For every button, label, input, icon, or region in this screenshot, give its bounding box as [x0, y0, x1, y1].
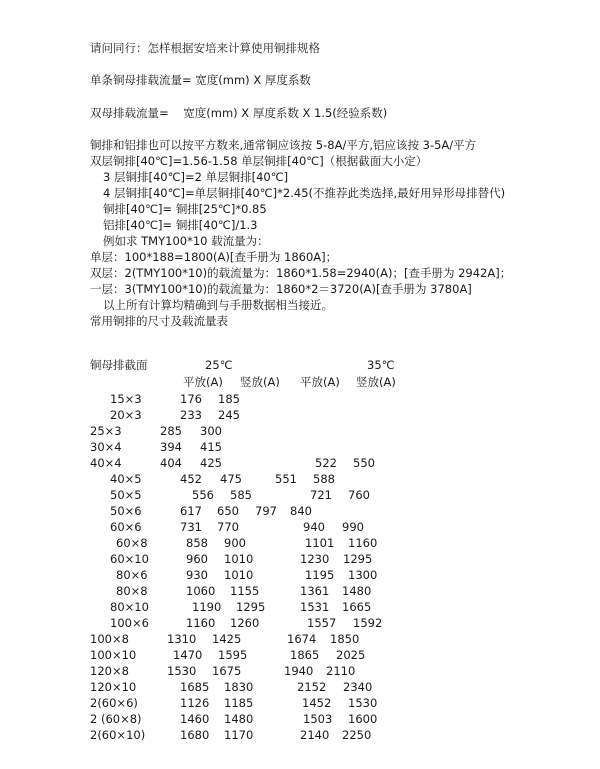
table-cell-value: 1425 — [212, 632, 242, 646]
table-cell-value: 1600 — [348, 712, 378, 726]
table-cell-value: 1674 — [287, 632, 317, 646]
table-cell-value: 1260 — [230, 616, 260, 630]
table-cell-value: 1295 — [343, 552, 373, 566]
table-cell-value: 760 — [348, 488, 370, 502]
table-cell-value: 1295 — [236, 600, 266, 614]
table-cell-value: 1010 — [224, 552, 254, 566]
table-cell-value: 425 — [200, 456, 222, 470]
table-cell-value: 940 — [303, 520, 325, 534]
table-header-vertical-35: 竖放(A) — [356, 375, 396, 389]
table-cell-size: 2(60×6) — [90, 696, 138, 710]
table-cell-size: 50×5 — [110, 488, 142, 502]
table-cell-value: 550 — [353, 456, 375, 470]
table-cell-value: 1592 — [353, 616, 383, 630]
table-cell-value: 1850 — [330, 632, 360, 646]
table-cell-value: 2250 — [342, 728, 372, 742]
table-cell-value: 1126 — [180, 696, 210, 710]
table-cell-size: 120×8 — [90, 664, 129, 678]
formula-double-line: 双母排载流量= 宽度(mm) X 厚度系数 X 1.5(经验系数) — [90, 106, 388, 120]
table-cell-value: 585 — [230, 488, 252, 502]
note-line: 单层：100*188=1800(A)[查手册为 1860A]； — [90, 250, 338, 264]
table-cell-size: 25×3 — [90, 424, 122, 438]
table-cell-size: 100×6 — [110, 616, 149, 630]
table-cell-size: 60×6 — [110, 520, 142, 534]
table-header-flat: 平放(A) — [183, 375, 223, 389]
table-cell-value: 245 — [218, 408, 240, 422]
table-cell-size: 60×8 — [116, 536, 148, 550]
table-cell-value: 2152 — [297, 680, 327, 694]
table-cell-value: 185 — [218, 392, 240, 406]
table-cell-value: 1310 — [167, 632, 197, 646]
table-cell-value: 1480 — [224, 712, 254, 726]
table-cell-value: 475 — [220, 472, 242, 486]
table-cell-value: 721 — [310, 488, 332, 502]
table-cell-value: 858 — [186, 536, 208, 550]
table-cell-value: 452 — [180, 472, 202, 486]
table-cell-value: 551 — [275, 472, 297, 486]
table-cell-value: 556 — [192, 488, 214, 502]
note-line: 一层：3(TMY100*10)的载流量为：1860*2＝3720(A)[查手册为 3780A] — [90, 282, 472, 296]
table-cell-value: 1940 — [284, 664, 314, 678]
table-cell-size: 100×8 — [90, 632, 129, 646]
table-cell-value: 1185 — [224, 696, 254, 710]
table-cell-value: 1160 — [186, 616, 216, 630]
table-cell-size: 40×5 — [110, 472, 142, 486]
table-cell-value: 960 — [186, 552, 208, 566]
table-cell-size: 100×10 — [90, 648, 137, 662]
table-cell-value: 1865 — [290, 648, 320, 662]
table-header-vertical: 竖放(A) — [240, 375, 280, 389]
table-header-section: 铜母排截面 — [90, 358, 148, 372]
table-cell-value: 900 — [224, 536, 246, 550]
table-cell-value: 404 — [160, 456, 182, 470]
table-cell-size: 60×10 — [110, 552, 149, 566]
table-cell-value: 1452 — [302, 696, 332, 710]
table-cell-value: 1101 — [305, 536, 335, 550]
table-cell-value: 1557 — [307, 616, 337, 630]
table-cell-size: 120×10 — [90, 680, 137, 694]
table-cell-value: 1160 — [348, 536, 378, 550]
table-cell-value: 1300 — [348, 568, 378, 582]
table-cell-value: 1460 — [180, 712, 210, 726]
table-cell-value: 1361 — [300, 584, 330, 598]
table-cell-size: 20×3 — [110, 408, 142, 422]
table-cell-value: 731 — [180, 520, 202, 534]
table-cell-value: 990 — [342, 520, 364, 534]
table-cell-value: 176 — [180, 392, 202, 406]
table-cell-value: 1170 — [224, 728, 254, 742]
table-cell-value: 770 — [217, 520, 239, 534]
table-cell-value: 1530 — [167, 664, 197, 678]
table-cell-value: 300 — [200, 424, 222, 438]
table-cell-size: 2(60×10) — [90, 728, 146, 742]
table-cell-value: 1830 — [224, 680, 254, 694]
table-cell-value: 1155 — [230, 584, 260, 598]
note-line: 4 层铜排[40℃]=单层铜排[40℃]*2.45(不推荐此类选择,最好用异形母排替代) — [103, 186, 506, 200]
table-cell-value: 650 — [217, 504, 239, 518]
table-cell-value: 2110 — [326, 664, 356, 678]
table-header-temp-35: 35℃ — [367, 358, 395, 372]
table-cell-value: 2140 — [300, 728, 330, 742]
table-cell-value: 1480 — [342, 584, 372, 598]
note-line: 双层：2(TMY100*10)的载流量为：1860*1.58=2940(A)；[查手册为 2942A]； — [90, 266, 512, 280]
table-cell-value: 1195 — [305, 568, 335, 582]
formula-single-line: 单条铜母排载流量= 宽度(mm) X 厚度系数 — [90, 73, 311, 87]
question-line: 请问同行：怎样根据安培来计算使用铜排规格 — [90, 41, 320, 55]
table-cell-value: 2340 — [343, 680, 373, 694]
table-cell-value: 1665 — [342, 600, 372, 614]
table-cell-value: 617 — [180, 504, 202, 518]
table-cell-value: 1685 — [180, 680, 210, 694]
note-line: 铜排和铝排也可以按平方数来,通常铜应该按 5-8A/平方,铝应该按 3-5A/平方 — [90, 138, 477, 152]
table-cell-value: 1230 — [300, 552, 330, 566]
table-cell-value: 1595 — [218, 648, 248, 662]
table-cell-size: 80×6 — [116, 568, 148, 582]
table-cell-size: 80×10 — [110, 600, 149, 614]
table-cell-value: 1680 — [180, 728, 210, 742]
table-cell-size: 2 (60×8) — [90, 712, 142, 726]
table-cell-value: 522 — [315, 456, 337, 470]
table-cell-value: 588 — [313, 472, 335, 486]
table-cell-size: 30×4 — [90, 440, 122, 454]
table-cell-value: 1675 — [212, 664, 242, 678]
table-cell-value: 840 — [290, 504, 312, 518]
table-cell-size: 80×8 — [116, 584, 148, 598]
table-cell-value: 2025 — [336, 648, 366, 662]
note-line: 以上所有计算均精确到与手册数据相当接近。 — [103, 298, 333, 312]
table-cell-value: 233 — [180, 408, 202, 422]
table-caption: 常用铜排的尺寸及载流量表 — [90, 314, 228, 328]
table-cell-size: 15×3 — [110, 392, 142, 406]
table-cell-value: 1010 — [224, 568, 254, 582]
table-cell-value: 1060 — [186, 584, 216, 598]
note-line: 铝排[40℃]= 铜排[40℃]/1.3 — [103, 218, 258, 232]
table-cell-value: 1531 — [300, 600, 330, 614]
table-cell-value: 285 — [160, 424, 182, 438]
table-header-temp-25: 25℃ — [205, 358, 233, 372]
note-line: 3 层铜排[40℃]=2 单层铜排[40℃] — [103, 170, 289, 184]
table-cell-value: 394 — [160, 440, 182, 454]
table-header-flat-35: 平放(A) — [300, 375, 340, 389]
table-cell-value: 797 — [255, 504, 277, 518]
table-cell-value: 1190 — [192, 600, 222, 614]
table-cell-value: 415 — [200, 440, 222, 454]
note-line: 铜排[40℃]= 铜排[25℃]*0.85 — [103, 202, 267, 216]
table-cell-value: 1530 — [348, 696, 378, 710]
table-cell-value: 1503 — [303, 712, 333, 726]
table-cell-size: 50×6 — [110, 504, 142, 518]
table-cell-value: 930 — [186, 568, 208, 582]
note-line: 双层铜排[40℃]=1.56-1.58 单层铜排[40℃]（根据截面大小定） — [90, 154, 428, 168]
note-line: 例如求 TMY100*10 载流量为： — [103, 234, 269, 248]
table-cell-value: 1470 — [173, 648, 203, 662]
table-cell-size: 40×4 — [90, 456, 122, 470]
